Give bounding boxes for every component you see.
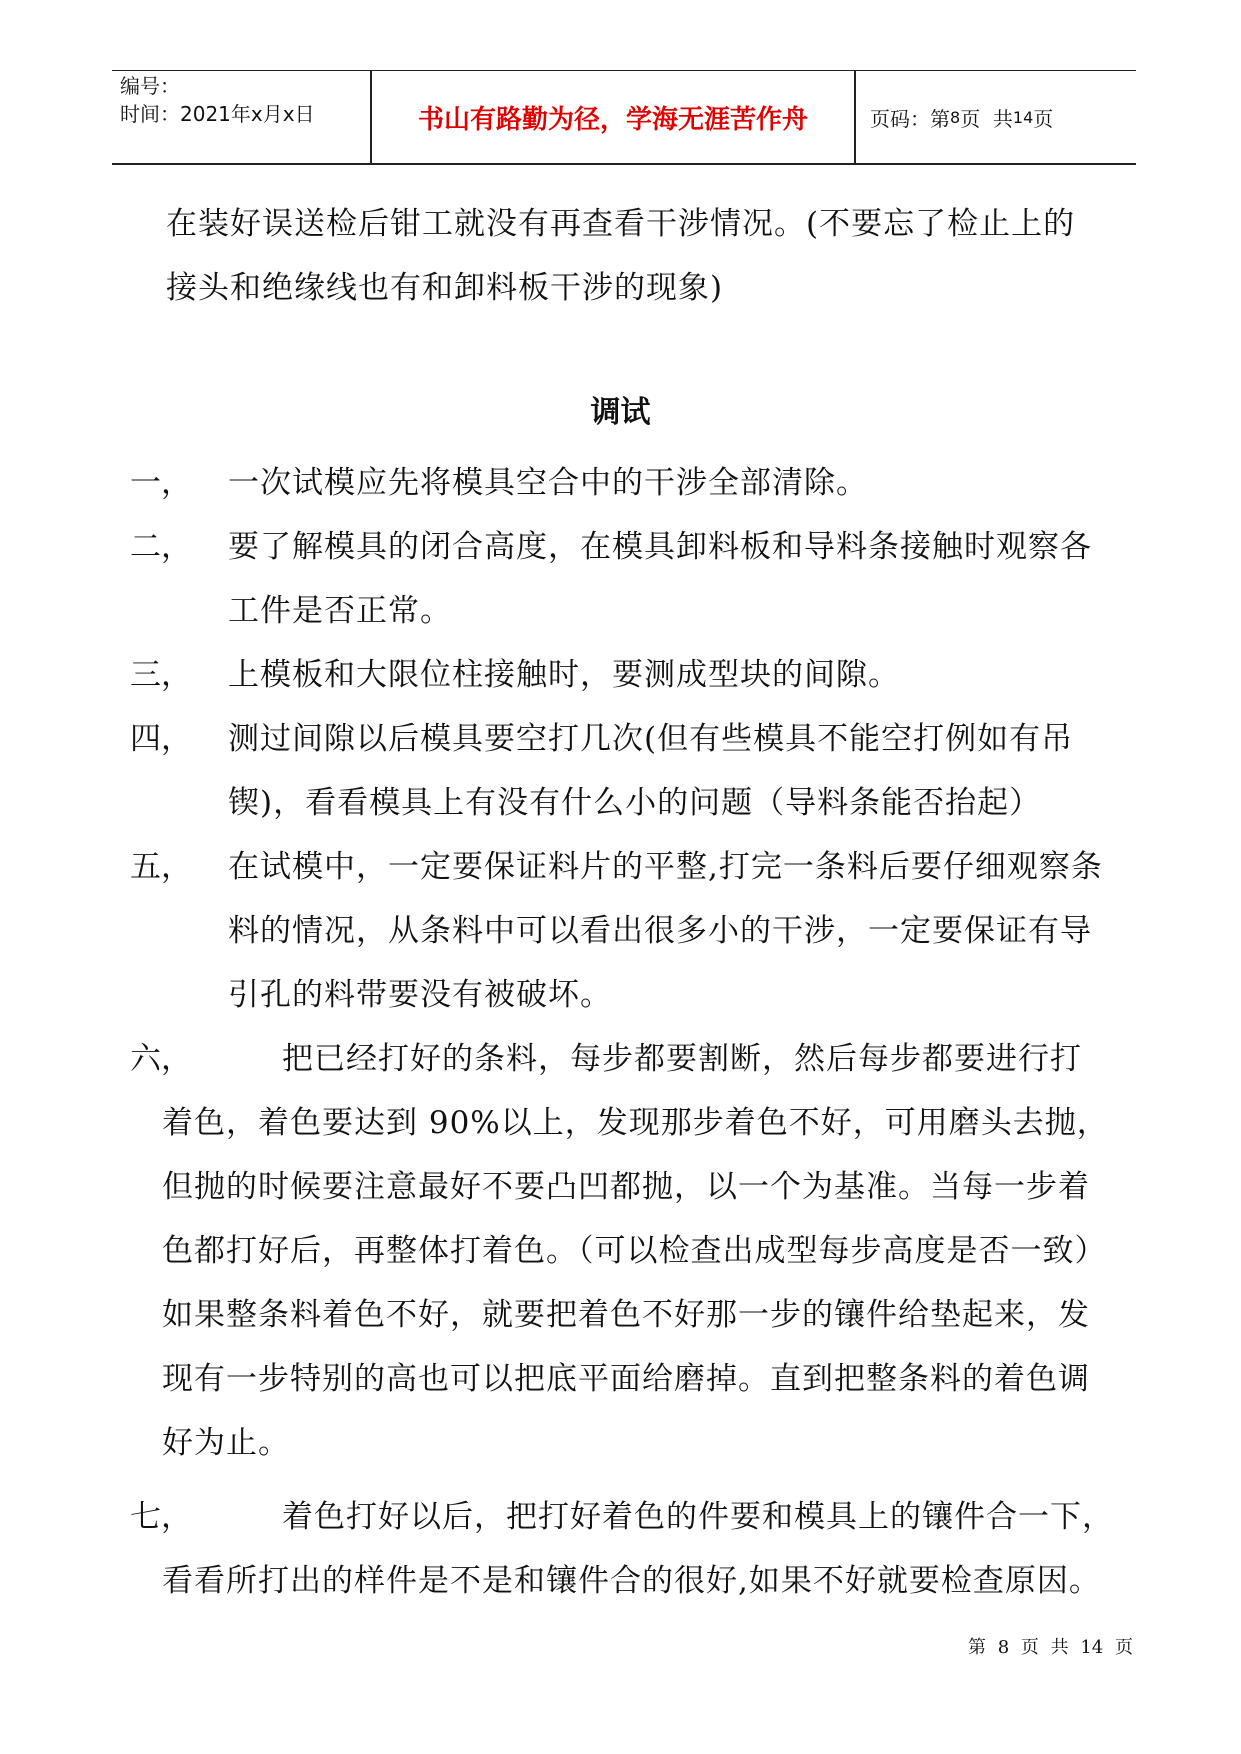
- header-page-number: [870, 70, 1053, 164]
- page-suffix: 页: [1033, 106, 1054, 131]
- page-header: [112, 70, 1136, 165]
- item-6-line-6: 现有一步特别的高也可以把底平面给磨掉。直到把整条料的着色调: [162, 1361, 1090, 1397]
- item-label-4: 四，: [130, 721, 192, 757]
- item-7-line-2: 看看所打出的样件是不是和镶件合的很好,如果不好就要检查原因。: [162, 1563, 1101, 1599]
- header-meta: [120, 72, 315, 128]
- item-5-line-3: 引孔的料带要没有被破坏。: [228, 977, 612, 1013]
- item-5-line-1: 在试模中，一定要保证料片的平整,打完一条料后要仔细观察条: [228, 849, 1103, 885]
- item-6-line-7: 好为止。: [162, 1425, 290, 1461]
- item-label-1: 一，: [130, 465, 192, 501]
- item-2-line-1: 要了解模具的闭合高度，在模具卸料板和导料条接触时观察各: [228, 529, 1092, 565]
- page-footer: 第 8 页 共 14 页: [968, 1637, 1133, 1658]
- item-label-6: 六，: [130, 1041, 192, 1077]
- time-label: 时间：2021年x月x日: [120, 102, 315, 126]
- item-6-line-2: 着色，着色要达到 90%以上，发现那步着色不好，可用磨头去抛，: [162, 1105, 1109, 1141]
- item-5-line-2: 料的情况，从条料中可以看出很多小的干涉，一定要保证有导: [228, 913, 1092, 949]
- page-mid: 页 共: [960, 106, 1013, 131]
- item-6-line-5: 如果整条料着色不好，就要把着色不好那一步的镶件给垫起来，发: [162, 1297, 1090, 1333]
- header-divider-2: [854, 70, 856, 164]
- item-6-line-1: 把已经打好的条料，每步都要割断，然后每步都要进行打: [282, 1041, 1082, 1077]
- item-6-line-4: 色都打好后，再整体打着色。（可以检查出成型每步高度是否一致）: [162, 1233, 1107, 1269]
- header-motto: 书山有路勤为径，学海无涯苦作舟: [417, 104, 808, 135]
- serial-label: 编号：: [120, 74, 180, 98]
- item-6-line-3: 但抛的时候要注意最好不要凸凹都抛，以一个为基准。当每一步着: [162, 1169, 1090, 1205]
- page-prefix: 页码：第: [870, 106, 950, 131]
- item-4-line-2: 锲)，看看模具上有没有什么小的问题（导料条能否抬起）: [228, 785, 1042, 821]
- intro-line-2: 接头和绝缘线也有和卸料板干涉的现象): [166, 270, 724, 306]
- intro-line-1: 在装好误送检后钳工就没有再查看干涉情况。(不要忘了检止上的: [166, 206, 1076, 242]
- item-3-line-1: 上模板和大限位柱接触时，要测成型块的间隙。: [228, 657, 900, 693]
- item-7-line-1: 着色打好以后，把打好着色的件要和模具上的镶件合一下，: [282, 1499, 1114, 1535]
- section-title: 调试: [590, 395, 651, 430]
- item-2-line-2: 工件是否正常。: [228, 593, 452, 629]
- item-label-7: 七，: [130, 1499, 192, 1535]
- item-1-line-1: 一次试模应先将模具空合中的干涉全部清除。: [228, 465, 868, 501]
- page-num: 8: [950, 107, 961, 127]
- item-label-5: 五，: [130, 849, 192, 885]
- item-4-line-1: 测过间隙以后模具要空打几次(但有些模具不能空打例如有吊: [228, 721, 1074, 757]
- item-label-2: 二，: [130, 529, 192, 565]
- item-label-3: 三，: [130, 657, 192, 693]
- page-total: 14: [1012, 107, 1034, 127]
